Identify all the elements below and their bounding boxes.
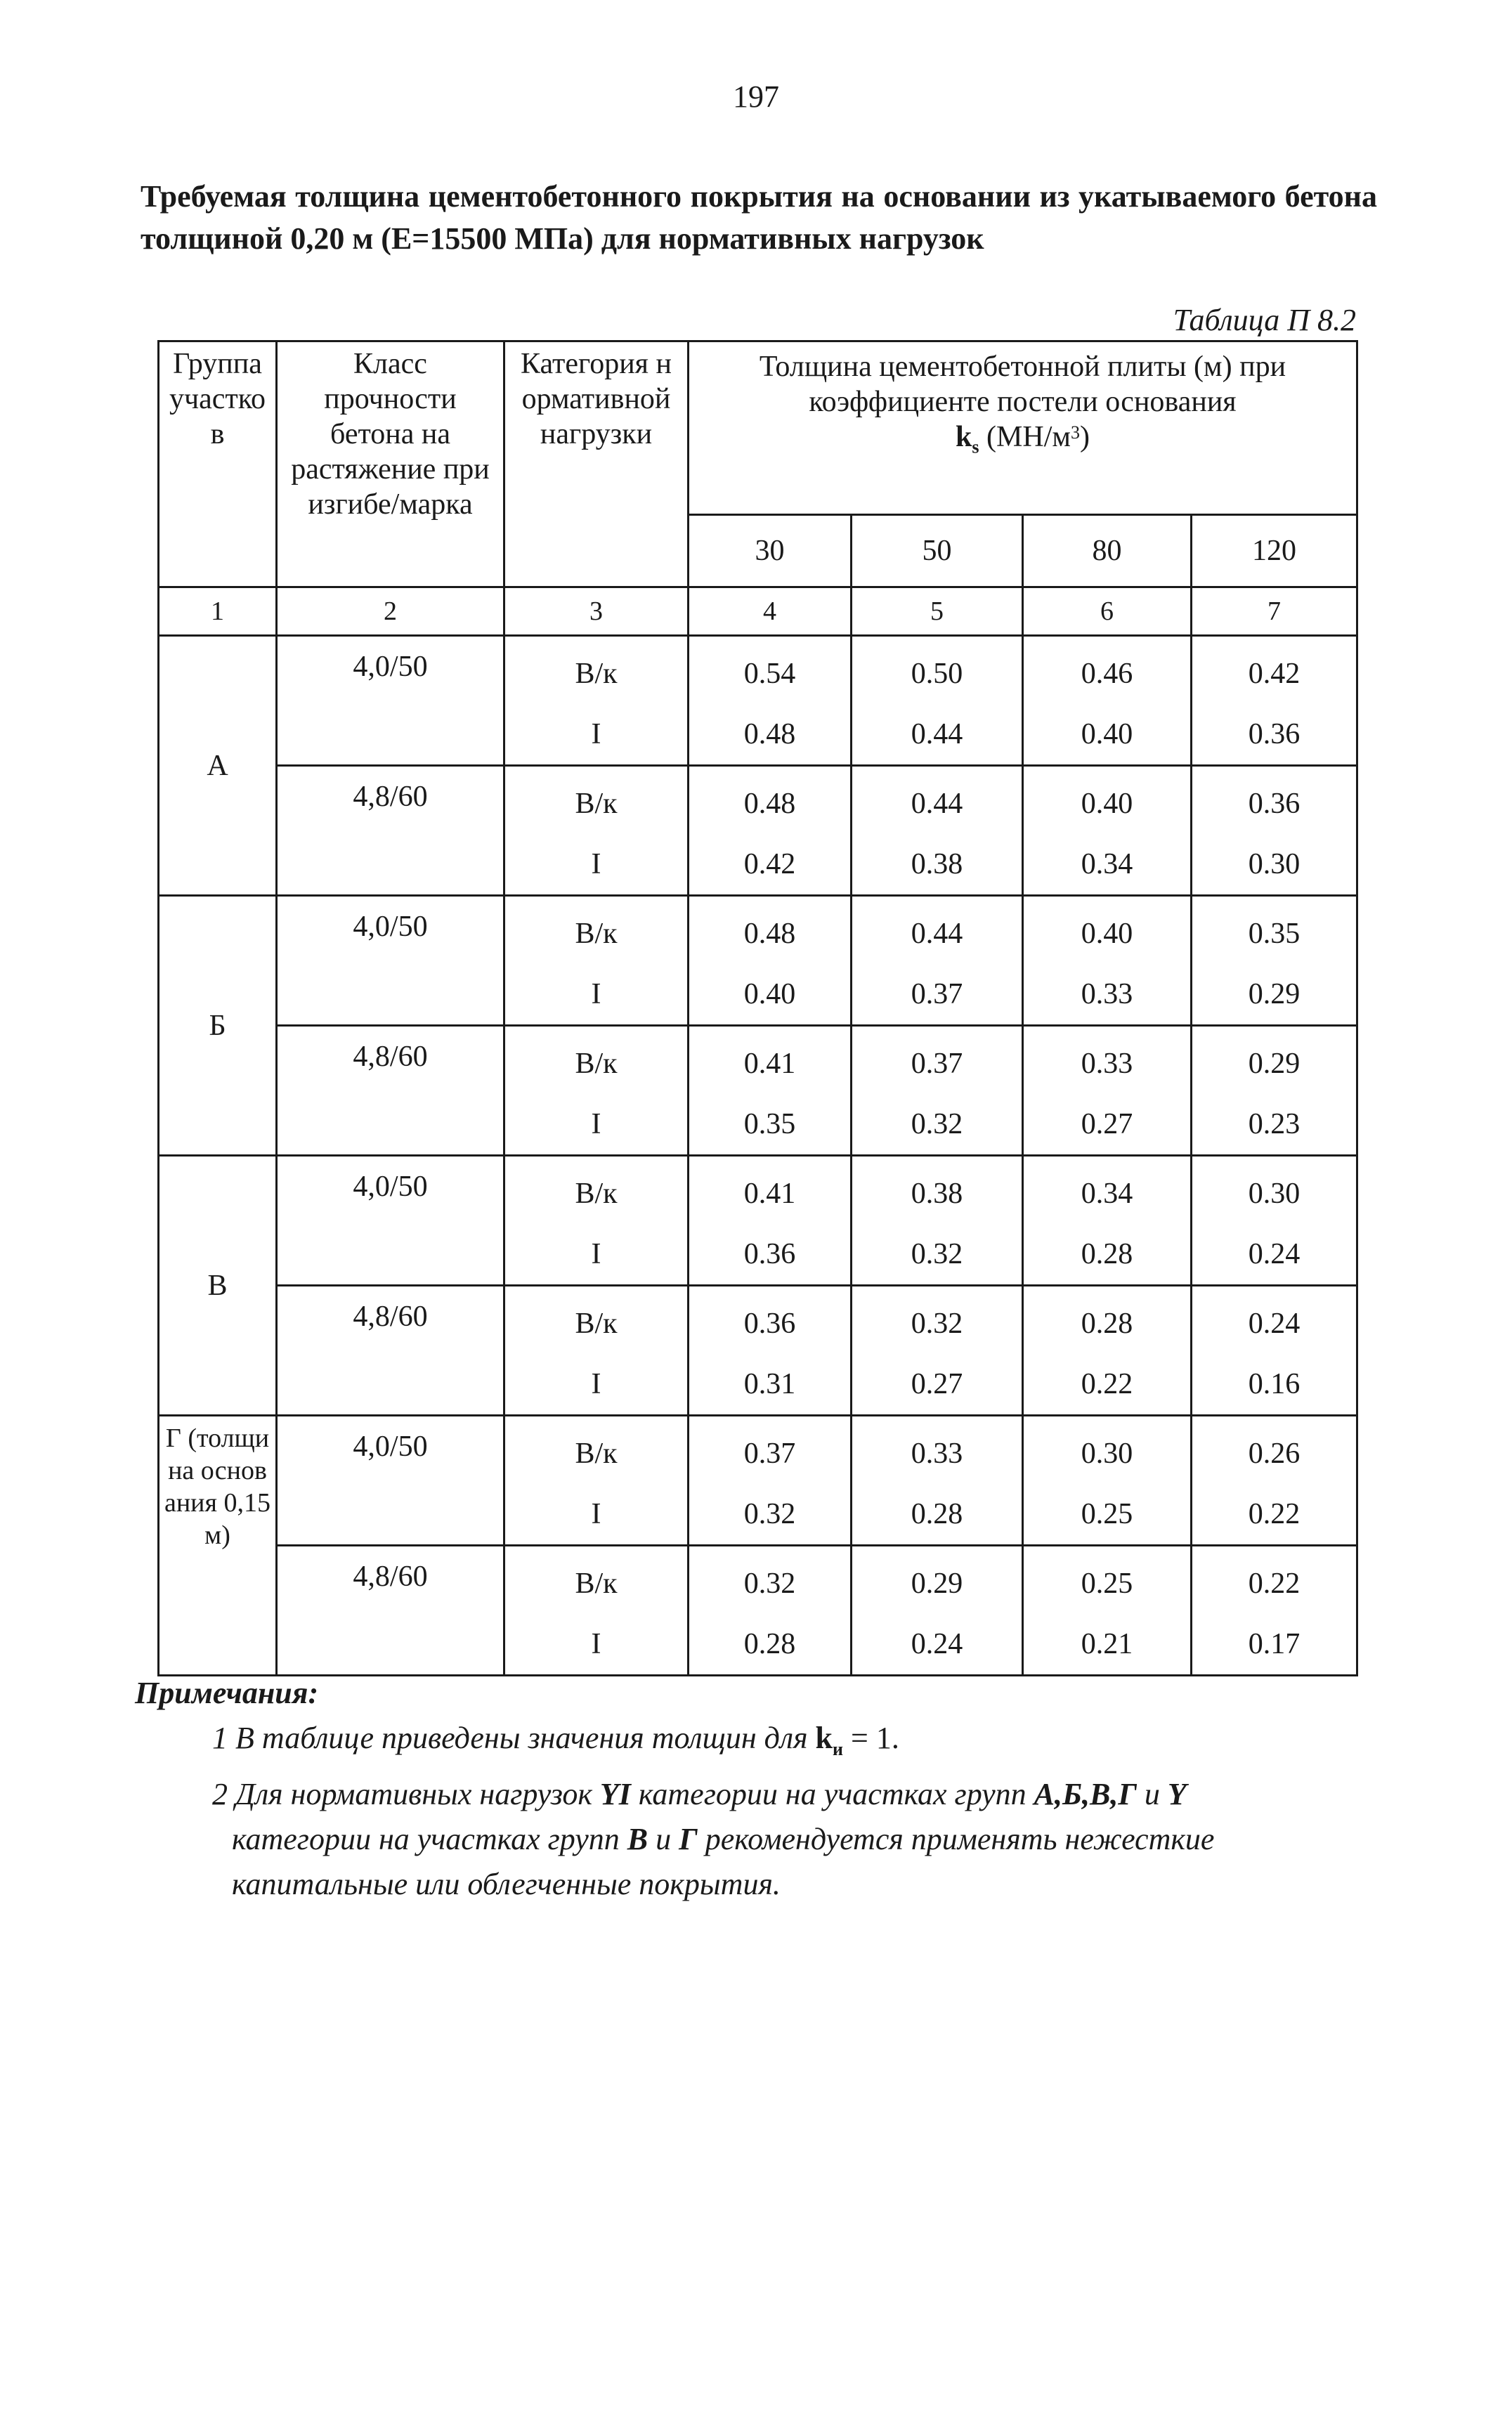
thickness-value: 0.36 — [743, 1238, 796, 1270]
thickness-value: 0.25 — [1081, 1498, 1133, 1530]
thickness-value: 0.29 — [911, 1568, 963, 1600]
thickness-value: 0.44 — [911, 718, 963, 750]
category-cell — [504, 1286, 689, 1416]
thickness-cell — [1192, 1156, 1357, 1286]
thickness-value: 0.32 — [911, 1108, 963, 1140]
thickness-cell — [1192, 1286, 1357, 1416]
thickness-value: 0.48 — [743, 718, 796, 750]
thickness-cell — [689, 636, 852, 766]
thickness-value: 0.25 — [1081, 1568, 1133, 1600]
thickness-value: 0.35 — [743, 1108, 796, 1140]
header-group: Группа участков — [159, 341, 277, 587]
note-2-groups-2b: Г — [679, 1821, 698, 1856]
thickness-value: 0.24 — [1248, 1308, 1301, 1340]
thickness-value: 0.36 — [1248, 718, 1301, 750]
thickness-value: 0.24 — [1248, 1238, 1301, 1270]
note-2-continued — [135, 1817, 1384, 1907]
notes-section — [135, 1671, 1371, 1907]
thickness-cell — [1023, 1026, 1192, 1156]
note-2-groups-2a: В — [627, 1821, 649, 1856]
thickness-value: 0.36 — [743, 1308, 796, 1340]
thickness-value: 0.42 — [1248, 658, 1301, 690]
thickness-cell — [852, 766, 1023, 896]
page-number: 197 — [733, 79, 779, 114]
category-value: I — [591, 1238, 601, 1270]
document-title: Требуемая толщина цементобетонного покрытия на основании из укатываемого бетона толщиной 0,20 м (Е=15500 МПа) для нормативных нагрузок — [141, 179, 1377, 256]
category-cell — [504, 896, 689, 1026]
category-value: В/к — [575, 1438, 618, 1470]
thickness-value: 0.35 — [1248, 918, 1301, 950]
thickness-cell — [689, 1026, 852, 1156]
thickness-value: 0.29 — [1248, 1048, 1301, 1080]
category-value: I — [591, 1628, 601, 1660]
note-2-text-a: 2 Для нормативных нагрузок — [212, 1776, 592, 1811]
note-1 — [135, 1716, 1371, 1772]
thickness-cell — [1192, 1026, 1357, 1156]
note-2 — [135, 1772, 1371, 1817]
category-cell — [504, 1546, 689, 1676]
thickness-value: 0.33 — [911, 1438, 963, 1470]
thickness-value: 0.37 — [911, 1048, 963, 1080]
note-2-text-e: и — [656, 1821, 672, 1856]
class-cell: 4,0/50 — [277, 636, 504, 766]
column-index: 1 — [159, 587, 277, 636]
category-cell — [504, 1416, 689, 1546]
thickness-value: 0.48 — [743, 788, 796, 820]
thickness-cell — [852, 1546, 1023, 1676]
note-1-text: 1 В таблице приведены значения толщин для — [212, 1721, 808, 1755]
thickness-cell — [852, 636, 1023, 766]
thickness-value: 0.34 — [1081, 1178, 1133, 1210]
category-value: I — [591, 978, 601, 1010]
header-unit: (МН/м — [986, 421, 1071, 453]
thickness-cell — [689, 1286, 852, 1416]
category-value: В/к — [575, 918, 618, 950]
thickness-value: 0.33 — [1081, 1048, 1133, 1080]
thickness-value: 0.27 — [911, 1368, 963, 1400]
thickness-value: 0.16 — [1248, 1368, 1301, 1400]
header-k-subscript: s — [972, 436, 979, 457]
thickness-value: 0.28 — [743, 1628, 796, 1660]
thickness-value: 0.36 — [1248, 788, 1301, 820]
category-value: I — [591, 718, 601, 750]
header-k-value: 50 — [852, 515, 1023, 587]
class-cell: 4,0/50 — [277, 1156, 504, 1286]
thickness-cell — [1023, 1546, 1192, 1676]
category-cell — [504, 1156, 689, 1286]
note-2-text-f: рекомендуется применять нежесткие капитальные или облегченные покрытия. — [232, 1821, 1215, 1901]
header-k-value: 30 — [689, 515, 852, 587]
table-row — [159, 1156, 1357, 1286]
thickness-cell — [689, 1546, 852, 1676]
header-unit-close: ) — [1079, 421, 1090, 453]
column-index: 7 — [1192, 587, 1357, 636]
thickness-value: 0.40 — [1081, 718, 1133, 750]
note-2-text-b: категории на участках групп — [638, 1776, 1027, 1811]
table-row — [159, 636, 1357, 766]
thickness-cell — [689, 1416, 852, 1546]
thickness-value: 0.27 — [1081, 1108, 1133, 1140]
class-cell: 4,0/50 — [277, 896, 504, 1026]
thickness-cell — [689, 1156, 852, 1286]
header-k-symbol: k — [956, 421, 972, 453]
thickness-value: 0.37 — [743, 1438, 796, 1470]
thickness-value: 0.30 — [1081, 1438, 1133, 1470]
class-cell: 4,8/60 — [277, 1546, 504, 1676]
note-1-k-symbol: k — [815, 1721, 833, 1755]
thickness-value: 0.42 — [743, 848, 796, 880]
thickness-value: 0.30 — [1248, 1178, 1301, 1210]
thickness-value: 0.44 — [911, 788, 963, 820]
thickness-value: 0.23 — [1248, 1108, 1301, 1140]
thickness-value: 0.41 — [743, 1178, 796, 1210]
note-2-y: Y — [1167, 1776, 1187, 1811]
thickness-value: 0.40 — [1081, 788, 1133, 820]
thickness-cell — [1023, 1286, 1192, 1416]
category-cell — [504, 1026, 689, 1156]
table-row — [159, 1286, 1357, 1416]
thickness-value: 0.33 — [1081, 978, 1133, 1010]
table-row — [159, 1026, 1357, 1156]
thickness-value: 0.26 — [1248, 1438, 1301, 1470]
header-category: Категория нормативной нагрузки — [504, 341, 689, 587]
note-2-text-d: категории на участках групп — [232, 1821, 620, 1856]
table-row — [159, 896, 1357, 1026]
note-1-value: = 1. — [851, 1721, 899, 1755]
thickness-value: 0.32 — [743, 1568, 796, 1600]
note-1-k-subscript: и — [833, 1738, 844, 1759]
note-2-yi: YI — [599, 1776, 631, 1811]
category-cell — [504, 636, 689, 766]
category-value: I — [591, 848, 601, 880]
thickness-value: 0.34 — [1081, 848, 1133, 880]
thickness-cell — [852, 1416, 1023, 1546]
thickness-value: 0.37 — [911, 978, 963, 1010]
group-cell: Б — [159, 896, 277, 1156]
thickness-value: 0.44 — [911, 918, 963, 950]
header-k-value: 80 — [1023, 515, 1192, 587]
thickness-value: 0.22 — [1081, 1368, 1133, 1400]
category-value: В/к — [575, 1568, 618, 1600]
thickness-value: 0.54 — [743, 658, 796, 690]
category-value: В/к — [575, 1308, 618, 1340]
thickness-value: 0.48 — [743, 918, 796, 950]
thickness-value: 0.30 — [1248, 848, 1301, 880]
column-index: 6 — [1023, 587, 1192, 636]
category-value: I — [591, 1498, 601, 1530]
category-value: I — [591, 1108, 601, 1140]
thickness-value: 0.38 — [911, 1178, 963, 1210]
thickness-cell — [1023, 1156, 1192, 1286]
group-cell: Г (толщина основания 0,15м) — [159, 1416, 277, 1676]
thickness-cell — [1192, 1546, 1357, 1676]
category-value: I — [591, 1368, 601, 1400]
category-value: В/к — [575, 1048, 618, 1080]
header-k-value: 120 — [1192, 515, 1357, 587]
category-value: В/к — [575, 788, 618, 820]
thickness-value: 0.29 — [1248, 978, 1301, 1010]
column-index: 2 — [277, 587, 504, 636]
column-index: 5 — [852, 587, 1023, 636]
class-cell: 4,0/50 — [277, 1416, 504, 1546]
table-row — [159, 766, 1357, 896]
group-cell: В — [159, 1156, 277, 1416]
thickness-cell — [1192, 1416, 1357, 1546]
class-cell: 4,8/60 — [277, 1286, 504, 1416]
thickness-value: 0.28 — [1081, 1238, 1133, 1270]
thickness-cell — [1023, 1416, 1192, 1546]
thickness-value: 0.46 — [1081, 658, 1133, 690]
thickness-value: 0.17 — [1248, 1628, 1301, 1660]
thickness-value: 0.28 — [911, 1498, 963, 1530]
thickness-cell — [1192, 896, 1357, 1026]
thickness-cell — [852, 1156, 1023, 1286]
thickness-value: 0.38 — [911, 848, 963, 880]
thickness-cell — [1023, 636, 1192, 766]
class-cell: 4,8/60 — [277, 1026, 504, 1156]
thickness-value: 0.22 — [1248, 1568, 1301, 1600]
thickness-value: 0.32 — [911, 1238, 963, 1270]
notes-title: Примечания: — [135, 1676, 319, 1710]
thickness-cell — [1192, 766, 1357, 896]
column-index: 3 — [504, 587, 689, 636]
thickness-value: 0.32 — [743, 1498, 796, 1530]
table-caption: Таблица П 8.2 — [1173, 303, 1356, 337]
table-row — [159, 1546, 1357, 1676]
thickness-cell — [1023, 766, 1192, 896]
thickness-cell — [1192, 636, 1357, 766]
thickness-value: 0.50 — [911, 658, 963, 690]
class-cell: 4,8/60 — [277, 766, 504, 896]
category-value: В/к — [575, 1178, 618, 1210]
column-index: 4 — [689, 587, 852, 636]
note-2-text-c: и — [1144, 1776, 1160, 1811]
thickness-cell — [852, 1286, 1023, 1416]
thickness-table — [157, 340, 1358, 1676]
thickness-value: 0.31 — [743, 1368, 796, 1400]
thickness-cell — [1023, 896, 1192, 1026]
header-thickness-text: Толщина цементобетонной плиты (м) при коэффициенте постели основания — [759, 351, 1286, 418]
thickness-cell — [852, 896, 1023, 1026]
table-row — [159, 1416, 1357, 1546]
thickness-value: 0.40 — [1081, 918, 1133, 950]
thickness-value: 0.21 — [1081, 1628, 1133, 1660]
thickness-value: 0.24 — [911, 1628, 963, 1660]
thickness-cell — [852, 1026, 1023, 1156]
thickness-value: 0.41 — [743, 1048, 796, 1080]
category-cell — [504, 766, 689, 896]
header-thickness — [689, 341, 1357, 515]
thickness-value: 0.28 — [1081, 1308, 1133, 1340]
group-cell: А — [159, 636, 277, 896]
header-class: Класс прочности бетона на растяжение при изгибе/марка — [277, 341, 504, 587]
thickness-value: 0.32 — [911, 1308, 963, 1340]
header-unit-sup: 3 — [1070, 422, 1080, 443]
note-2-groups-1: А,Б,В,Г — [1034, 1776, 1137, 1811]
thickness-cell — [689, 896, 852, 1026]
thickness-cell — [689, 766, 852, 896]
thickness-value: 0.22 — [1248, 1498, 1301, 1530]
category-value: В/к — [575, 658, 618, 690]
thickness-value: 0.40 — [743, 978, 796, 1010]
